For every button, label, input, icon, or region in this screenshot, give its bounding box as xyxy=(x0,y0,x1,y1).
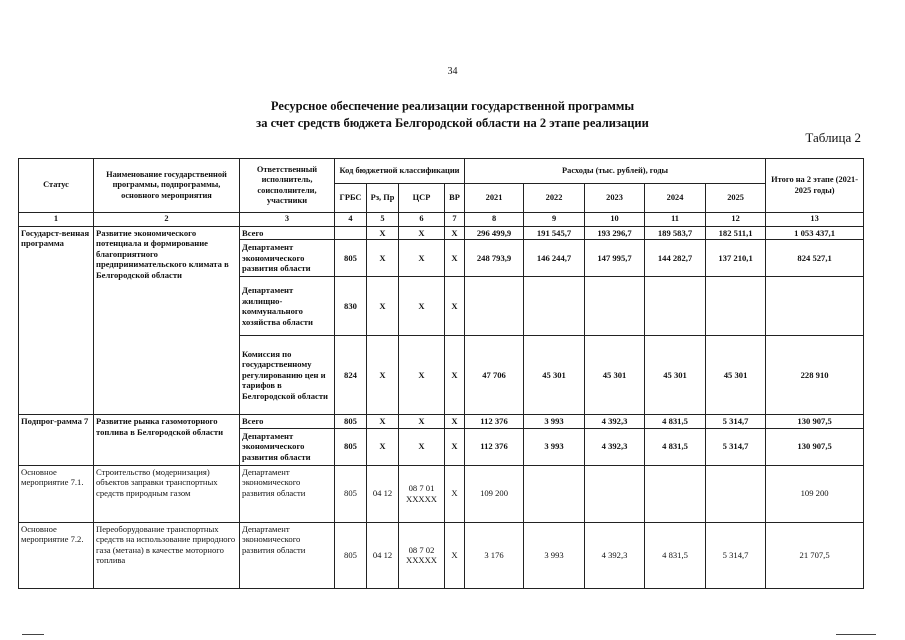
vr-cell: X xyxy=(445,240,465,277)
rz-pr-cell: X xyxy=(367,240,399,277)
program-name-cell: Развитие экономического потенциала и формирование благоприятного предпринимательского климата в Белгородской области xyxy=(94,226,240,415)
value-2022: 3 993 xyxy=(524,428,585,465)
value-2024: 144 282,7 xyxy=(645,240,706,277)
value-2025: 5 314,7 xyxy=(706,428,766,465)
col-number: 7 xyxy=(445,213,465,227)
grbs-cell xyxy=(335,226,367,240)
status-cell: Подпрог-рамма 7 xyxy=(19,415,94,466)
header-vr: ВР xyxy=(445,184,465,213)
value-2025: 182 511,1 xyxy=(706,226,766,240)
value-2024 xyxy=(645,277,706,336)
table-row xyxy=(19,415,864,429)
vr-cell: X xyxy=(445,522,465,588)
status-cell: Основное мероприятие 7.2. xyxy=(19,522,94,588)
value-2024: 189 583,7 xyxy=(645,226,706,240)
budget-table xyxy=(18,158,864,589)
program-name-cell: Развитие рынка газомоторного топлива в Белгородской области xyxy=(94,415,240,466)
executor-cell: Департамент жилищно-коммунального хозяйства области xyxy=(240,277,335,336)
rz-pr-cell: X xyxy=(367,336,399,415)
rz-pr-cell: 04 12 xyxy=(367,522,399,588)
grbs-cell: 805 xyxy=(335,428,367,465)
title-line-2: за счет средств бюджета Белгородской области на 2 этапе реализации xyxy=(256,116,649,130)
executor-cell: Комиссия по государственному регулированию цен и тарифов в Белгородской области xyxy=(240,336,335,415)
csr-cell: X xyxy=(399,240,445,277)
col-number: 5 xyxy=(367,213,399,227)
value-2023: 193 296,7 xyxy=(585,226,645,240)
header-total: Итого на 2 этапе (2021-2025 годы) xyxy=(766,159,864,213)
title-line-1: Ресурсное обеспечение реализации государственной программы xyxy=(270,99,635,113)
col-number: 13 xyxy=(766,213,864,227)
header-rz-pr: Рз, Пр xyxy=(367,184,399,213)
col-number: 3 xyxy=(240,213,335,227)
rz-pr-cell: 04 12 xyxy=(367,465,399,522)
value-2024 xyxy=(645,465,706,522)
value-total: 824 527,1 xyxy=(766,240,864,277)
page-number: 34 xyxy=(447,66,458,77)
grbs-cell: 805 xyxy=(335,522,367,588)
executor-cell: Всего xyxy=(240,226,335,240)
col-number: 11 xyxy=(645,213,706,227)
header-2021: 2021 xyxy=(465,184,524,213)
value-2022: 3 993 xyxy=(524,522,585,588)
csr-cell: X xyxy=(399,428,445,465)
value-2025: 5 314,7 xyxy=(706,415,766,429)
vr-cell: X xyxy=(445,336,465,415)
executor-cell: Департамент экономического развития области xyxy=(240,240,335,277)
value-2022: 3 993 xyxy=(524,415,585,429)
executor-cell: Всего xyxy=(240,415,335,429)
value-2023: 45 301 xyxy=(585,336,645,415)
value-2022 xyxy=(524,465,585,522)
value-total: 21 707,5 xyxy=(766,522,864,588)
csr-cell: X xyxy=(399,226,445,240)
value-2023 xyxy=(585,277,645,336)
grbs-cell: 805 xyxy=(335,415,367,429)
vr-cell: X xyxy=(445,428,465,465)
header-csr: ЦСР xyxy=(399,184,445,213)
col-number: 9 xyxy=(524,213,585,227)
executor-cell: Департамент экономического развития области xyxy=(240,428,335,465)
value-2025 xyxy=(706,465,766,522)
scan-mark xyxy=(22,634,44,635)
value-total: 109 200 xyxy=(766,465,864,522)
header-2022: 2022 xyxy=(524,184,585,213)
value-2025: 5 314,7 xyxy=(706,522,766,588)
col-number: 12 xyxy=(706,213,766,227)
csr-cell: 08 7 02 XXXXX xyxy=(399,522,445,588)
value-2023: 4 392,3 xyxy=(585,415,645,429)
value-2023 xyxy=(585,465,645,522)
value-2021: 112 376 xyxy=(465,415,524,429)
rz-pr-cell: X xyxy=(367,415,399,429)
header-2023: 2023 xyxy=(585,184,645,213)
value-2024: 4 831,5 xyxy=(645,415,706,429)
csr-cell: X xyxy=(399,277,445,336)
value-2025: 45 301 xyxy=(706,336,766,415)
grbs-cell: 830 xyxy=(335,277,367,336)
value-2024: 4 831,5 xyxy=(645,428,706,465)
vr-cell: X xyxy=(445,277,465,336)
value-2025 xyxy=(706,277,766,336)
header-expenses: Расходы (тыс. рублей), годы xyxy=(465,159,766,184)
column-number-row xyxy=(19,213,864,227)
col-number: 4 xyxy=(335,213,367,227)
vr-cell: X xyxy=(445,415,465,429)
executor-cell: Департамент экономического развития области xyxy=(240,465,335,522)
table-row xyxy=(19,226,864,240)
value-2021: 109 200 xyxy=(465,465,524,522)
value-2021: 112 376 xyxy=(465,428,524,465)
col-number: 1 xyxy=(19,213,94,227)
header-row-1 xyxy=(19,159,864,184)
value-2024: 4 831,5 xyxy=(645,522,706,588)
vr-cell: X xyxy=(445,226,465,240)
value-total: 228 910 xyxy=(766,336,864,415)
status-cell: Государст-венная программа xyxy=(19,226,94,415)
header-name: Наименование государственной программы, подпрограммы, основного мероприятия xyxy=(94,159,240,213)
table-caption: Таблица 2 xyxy=(805,130,861,145)
document-title xyxy=(0,98,905,132)
value-total xyxy=(766,277,864,336)
value-2023: 147 995,7 xyxy=(585,240,645,277)
value-2022: 191 545,7 xyxy=(524,226,585,240)
status-cell: Основное мероприятие 7.1. xyxy=(19,465,94,522)
value-2021: 248 793,9 xyxy=(465,240,524,277)
table-row xyxy=(19,465,864,522)
col-number: 10 xyxy=(585,213,645,227)
value-2021 xyxy=(465,277,524,336)
program-name-cell: Строительство (модернизация) объектов заправки транспортных средств природным газом xyxy=(94,465,240,522)
scan-mark xyxy=(836,634,876,635)
value-2024: 45 301 xyxy=(645,336,706,415)
col-number: 8 xyxy=(465,213,524,227)
grbs-cell: 824 xyxy=(335,336,367,415)
header-budget-code: Код бюджетной классификации xyxy=(335,159,465,184)
header-grbs: ГРБС xyxy=(335,184,367,213)
value-2021: 3 176 xyxy=(465,522,524,588)
rz-pr-cell: X xyxy=(367,277,399,336)
value-2023: 4 392,3 xyxy=(585,522,645,588)
csr-cell: X xyxy=(399,336,445,415)
value-total: 1 053 437,1 xyxy=(766,226,864,240)
csr-cell: X xyxy=(399,415,445,429)
value-2022 xyxy=(524,277,585,336)
col-number: 6 xyxy=(399,213,445,227)
program-name-cell: Переоборудование транспортных средств на использование природного газа (метана) в качестве моторного топлива xyxy=(94,522,240,588)
value-total: 130 907,5 xyxy=(766,415,864,429)
header-2024: 2024 xyxy=(645,184,706,213)
csr-cell: 08 7 01 XXXXX xyxy=(399,465,445,522)
grbs-cell: 805 xyxy=(335,240,367,277)
header-executor: Ответственный исполнитель, соисполнители, участники xyxy=(240,159,335,213)
rz-pr-cell: X xyxy=(367,226,399,240)
header-status: Статус xyxy=(19,159,94,213)
value-2021: 296 499,9 xyxy=(465,226,524,240)
value-2021: 47 706 xyxy=(465,336,524,415)
value-2022: 146 244,7 xyxy=(524,240,585,277)
table-row xyxy=(19,522,864,588)
value-2025: 137 210,1 xyxy=(706,240,766,277)
vr-cell: X xyxy=(445,465,465,522)
col-number: 2 xyxy=(94,213,240,227)
header-2025: 2025 xyxy=(706,184,766,213)
value-total: 130 907,5 xyxy=(766,428,864,465)
executor-cell: Департамент экономического развития области xyxy=(240,522,335,588)
value-2022: 45 301 xyxy=(524,336,585,415)
rz-pr-cell: X xyxy=(367,428,399,465)
value-2023: 4 392,3 xyxy=(585,428,645,465)
grbs-cell: 805 xyxy=(335,465,367,522)
